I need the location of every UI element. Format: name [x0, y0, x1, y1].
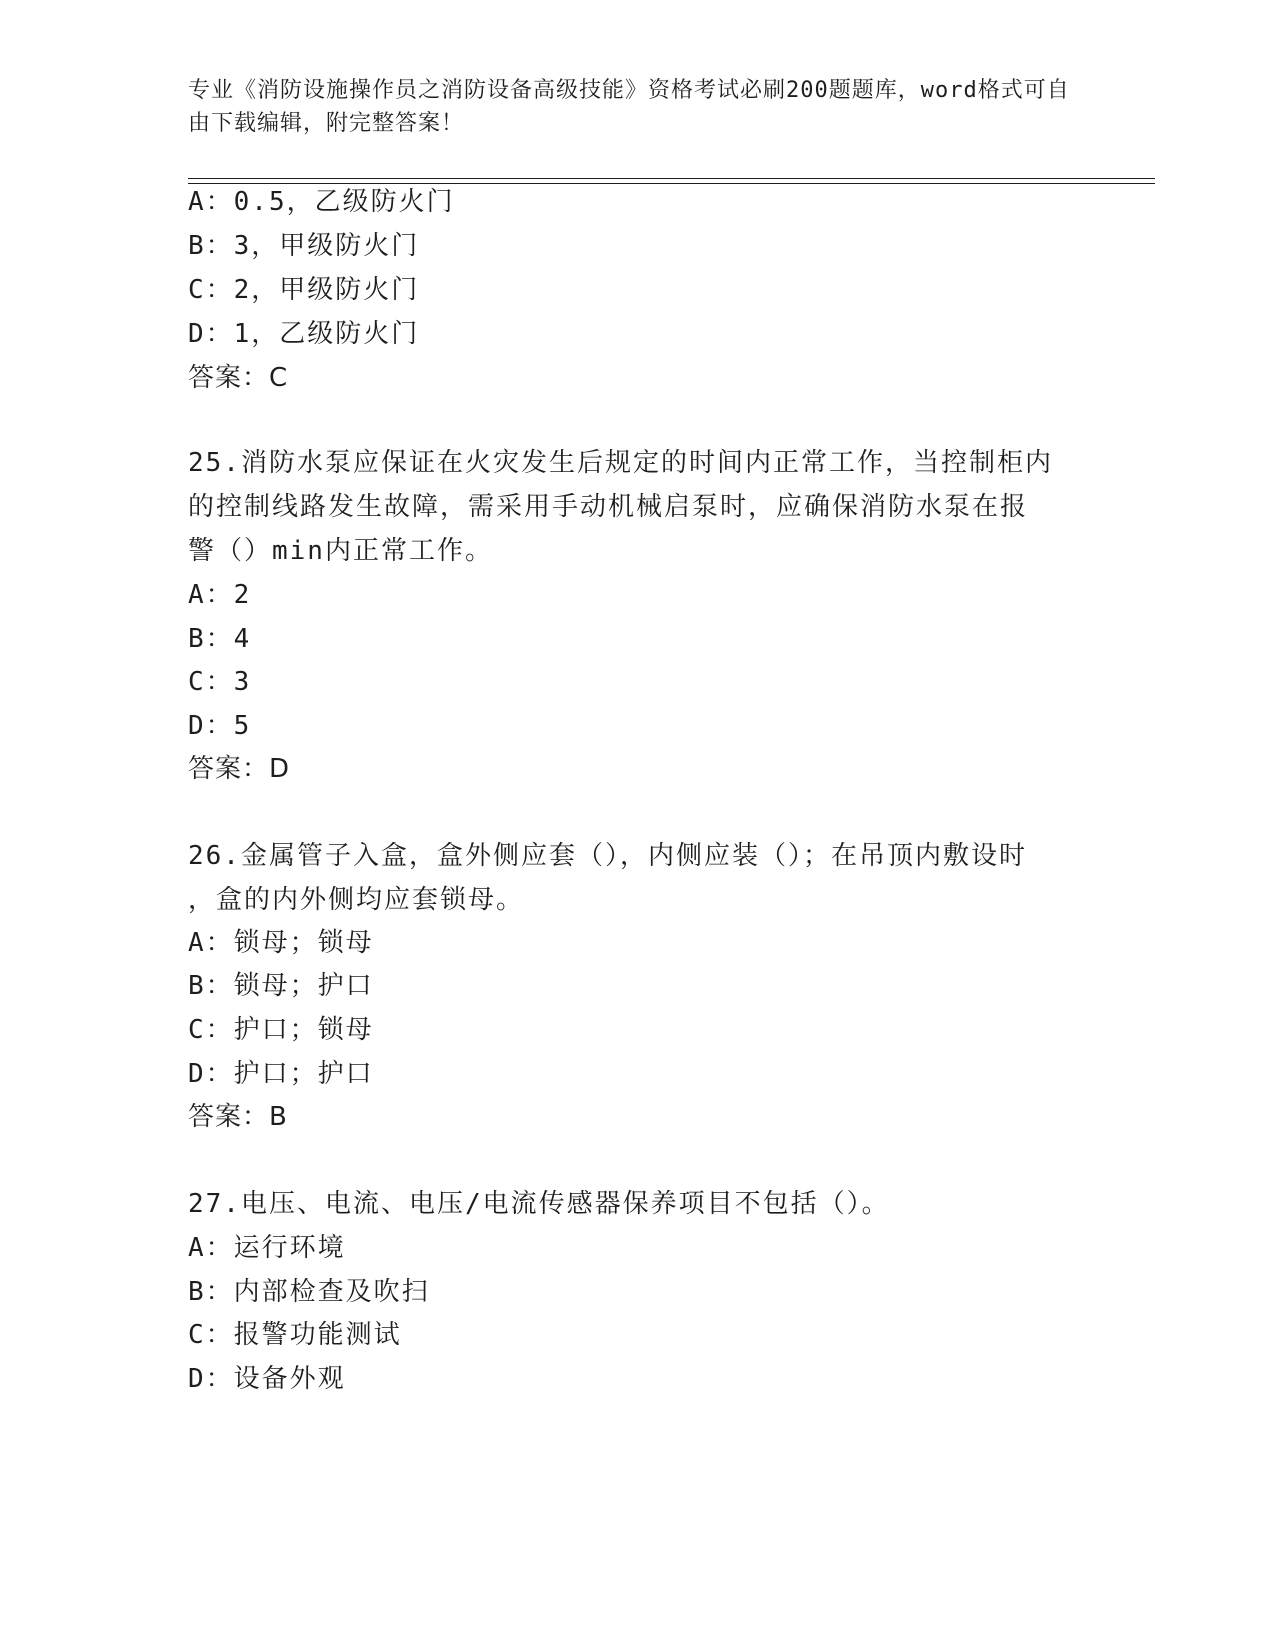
- option-a: A：2: [188, 580, 252, 610]
- question-text-line: 警（）min内正常工作。: [188, 536, 493, 566]
- option-a: A：运行环境: [188, 1233, 346, 1263]
- question-text-line: 的控制线路发生故障，需采用手动机械启泵时，应确保消防水泵在报: [188, 492, 1029, 522]
- option-a: A：0.5，乙级防火门: [188, 187, 455, 217]
- option-a: A：锁母；锁母: [188, 928, 374, 958]
- document-header: 专业《消防设施操作员之消防设备高级技能》资格考试必刷200题题库，word格式可自由下载编辑，附完整答案！: [188, 78, 1070, 136]
- question-text-line: 25.消防水泵应保证在火灾发生后规定的时间内正常工作，当控制柜内: [188, 448, 1053, 478]
- option-b: B：3，甲级防火门: [188, 231, 420, 261]
- question-text-line: 26.金属管子入盒，盒外侧应套（），内侧应装（）；在吊顶内敷设时: [188, 841, 1027, 871]
- option-b: B：内部检查及吹扫: [188, 1277, 430, 1307]
- option-d: D：设备外观: [188, 1364, 346, 1394]
- option-b: B：4: [188, 624, 252, 654]
- option-c: C：3: [188, 667, 252, 697]
- option-d: D：1，乙级防火门: [188, 319, 420, 349]
- option-c: C：报警功能测试: [188, 1320, 402, 1350]
- header-divider: [188, 178, 1155, 179]
- option-b: B：锁母；护口: [188, 971, 374, 1001]
- option-c: C：2，甲级防火门: [188, 275, 420, 305]
- option-d: D：护口；护口: [188, 1059, 374, 1089]
- answer: 答案：C: [188, 363, 289, 393]
- answer: 答案：D: [188, 754, 291, 784]
- answer: 答案：B: [188, 1102, 288, 1132]
- header-divider-secondary: [188, 183, 1155, 184]
- option-d: D：5: [188, 711, 252, 741]
- option-c: C：护口；锁母: [188, 1015, 374, 1045]
- question-text-line: 27.电压、电流、电压/电流传感器保养项目不包括（）。: [188, 1189, 890, 1219]
- question-text-line: ，盒的内外侧均应套锁母。: [188, 885, 525, 915]
